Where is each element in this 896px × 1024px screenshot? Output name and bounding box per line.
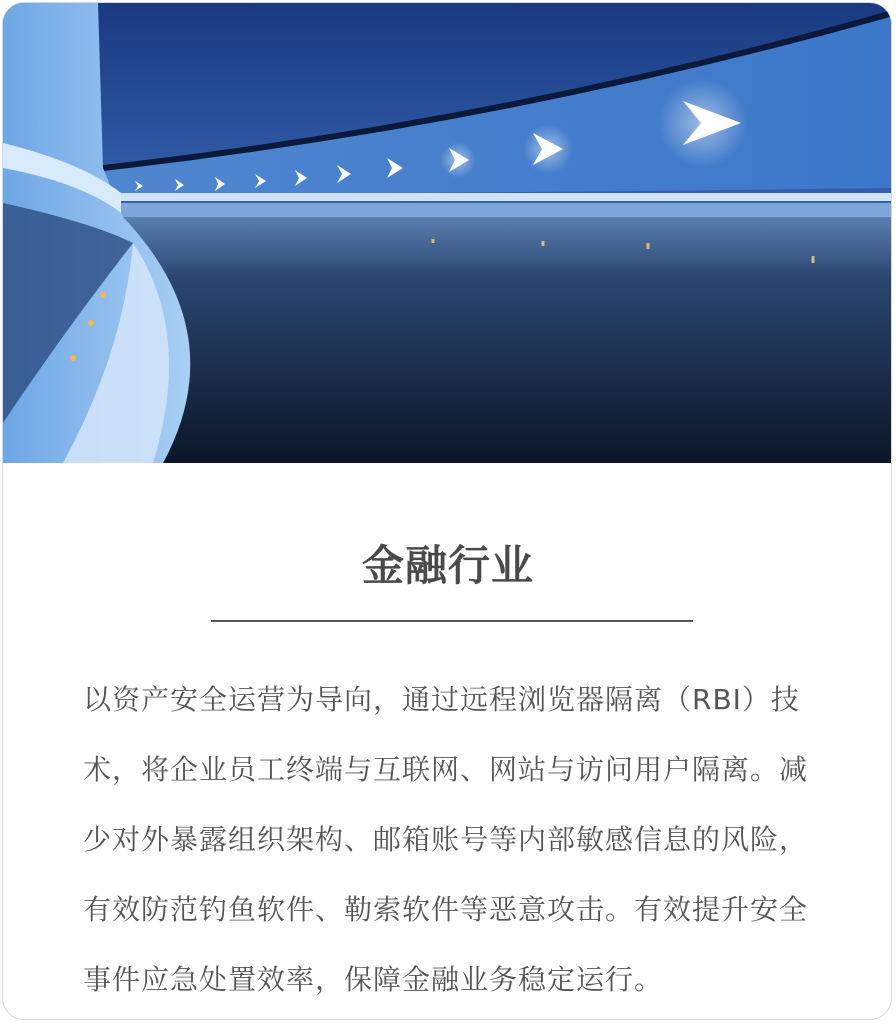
industry-card xyxy=(2,2,892,1020)
highway-illustration xyxy=(3,3,892,463)
title-divider xyxy=(211,620,693,622)
hero-image xyxy=(3,3,892,463)
card-title: 金融行业 xyxy=(361,541,534,590)
card-description: 以资产安全运营为导向，通过远程浏览器隔离（RBI）技术，将企业员工终端与互联网、网站与访问用户隔离。减少对外暴露组织架构、邮箱账号等内部敏感信息的风险，有效防范钓鱼软件、勒索软件等恶意攻击。有效提升安全事件应急处置效率，保障金融业务稳定运行。 xyxy=(83,683,809,996)
